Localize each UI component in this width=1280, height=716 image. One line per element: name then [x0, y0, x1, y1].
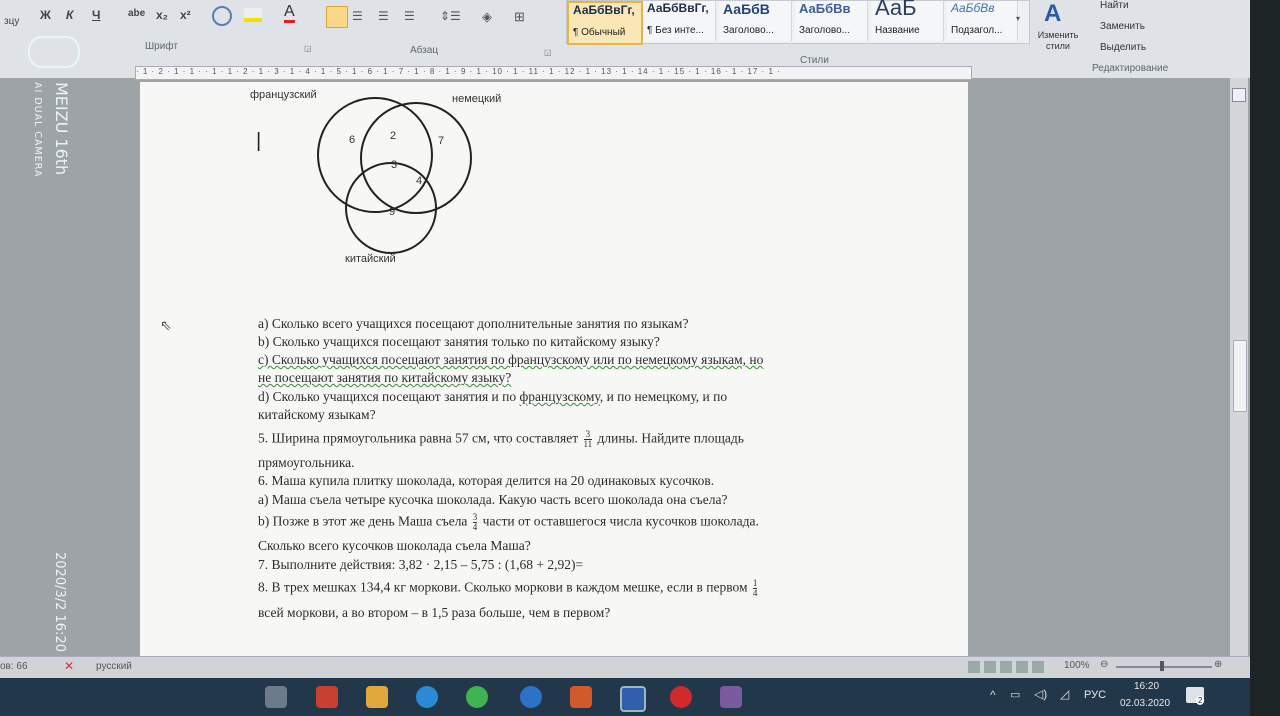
dual-camera-logo-icon	[28, 36, 80, 68]
scroll-thumb[interactable]	[1233, 340, 1247, 412]
superscript-button[interactable]: x²	[180, 8, 191, 22]
italic-button[interactable]: К	[66, 8, 74, 22]
line-spacing-icon[interactable]: ⇕☰	[440, 9, 461, 23]
shading-icon[interactable]: ◈	[482, 9, 492, 24]
text-run: b) Позже в этот же день Маша съела	[258, 513, 468, 529]
style-sample: АаБбВ	[723, 1, 770, 17]
style-name: Подзагол...	[951, 25, 1003, 36]
group-styles-label: Стили	[800, 55, 829, 66]
watermark-camera: AI DUAL CAMERA	[32, 82, 43, 178]
edge-icon[interactable]	[520, 686, 542, 708]
network-icon[interactable]: ◿	[1060, 687, 1070, 701]
text-run: французскому	[519, 389, 600, 404]
styles-more-icon[interactable]: ▾	[1016, 14, 1021, 23]
style-no-spacing[interactable]	[643, 1, 716, 41]
battery-icon[interactable]: ▭	[1010, 689, 1021, 701]
style-sample: АаБ	[875, 0, 917, 20]
venn-value-chinese-only: 9	[389, 206, 396, 218]
align-left-button[interactable]	[326, 6, 348, 28]
opera-icon[interactable]	[670, 686, 692, 708]
tray-chevron-icon[interactable]: ^	[990, 688, 996, 702]
style-name: ¶ Обычный	[573, 27, 626, 38]
question-a: а) Сколько всего учащихся посещают дополнительные занятия по языкам?	[258, 316, 689, 331]
venn-label-french: французский	[250, 89, 317, 101]
skype-icon[interactable]	[416, 686, 438, 708]
view-buttons[interactable]	[968, 661, 1048, 673]
app-icon[interactable]	[720, 686, 742, 708]
font-dialog-launcher-icon[interactable]: ◲	[304, 44, 312, 53]
zoom-level[interactable]: 100%	[1064, 660, 1090, 671]
highlight-color-icon[interactable]	[244, 8, 262, 22]
task-5-line-2: прямоугольника.	[258, 455, 355, 470]
question-d-line-1	[258, 389, 727, 405]
ruler[interactable]: · 1 · 2 · 1 · 1 · · 1 · 1 · 2 · 1 · 3 · 1 · 4 · 1 · 5 · 1 · 6 · 1 · 7 · 1 · 8 · 1 · 9 · 1 · 10 · 1 · 11 · 1 · 12 · 1 · 13 · 1 · 14 · 1 · 15 · 1 · 16 · 1 · 17 · 1 ·	[135, 66, 972, 80]
language-indicator[interactable]: русский	[96, 661, 132, 672]
style-sample: АаБбВвГг,	[647, 1, 709, 15]
folder-icon[interactable]	[366, 686, 388, 708]
paragraph-dialog-launcher-icon[interactable]: ◲	[544, 48, 552, 57]
align-right-icon[interactable]: ☰	[378, 9, 389, 23]
german-circle	[361, 103, 471, 213]
text-run: 8. В трех мешках 134,4 кг моркови. Сколько моркови в каждом мешке, если в первом	[258, 579, 748, 595]
text-run: длины. Найдите площадь	[597, 430, 744, 446]
find-button[interactable]: Найти	[1100, 0, 1129, 11]
text-run: 5. Ширина прямоугольника равна 57 см, что составляет	[258, 430, 579, 446]
fraction-denominator: 4	[472, 522, 478, 532]
task-6a: а) Маша съела четыре кусочка шоколада. Какую часть всего шоколада она съела?	[258, 492, 728, 507]
zoom-slider-thumb[interactable]	[1160, 661, 1164, 671]
replace-button[interactable]: Заменить	[1100, 21, 1145, 32]
zoom-slider[interactable]	[1116, 666, 1212, 668]
underline-button[interactable]: Ч	[92, 8, 101, 22]
select-button[interactable]: Выделить	[1100, 42, 1147, 53]
venn-label-chinese: китайский	[345, 253, 396, 265]
notification-count: 2	[1198, 696, 1203, 705]
text-run: , и по немецкому, и по	[599, 389, 728, 404]
subscript-button[interactable]: x₂	[156, 8, 169, 22]
zoom-out-icon[interactable]: ⊖	[1100, 659, 1109, 670]
text-run: d) Сколько учащихся посещают занятия и по	[258, 389, 517, 404]
fraction-numerator: 3	[584, 430, 593, 440]
venn-diagram	[240, 84, 540, 274]
borders-icon[interactable]: ⊞	[514, 9, 525, 24]
venn-value-german-chinese: 4	[416, 175, 423, 187]
task-7: 7. Выполните действия: 3,82 · 2,15 – 5,75 : (1,68 + 2,92)=	[258, 557, 584, 572]
fraction-numerator: 1	[752, 578, 758, 588]
font-color-icon[interactable]: A	[284, 4, 295, 23]
clock-date[interactable]: 02.03.2020	[1120, 698, 1171, 709]
fraction	[584, 430, 593, 449]
fraction-numerator: 3	[472, 512, 478, 522]
style-sample: АаБбВв	[799, 1, 851, 16]
style-title[interactable]	[871, 1, 944, 41]
style-name: Название	[875, 25, 920, 36]
task-5-line-1	[258, 430, 744, 449]
style-name: Заголово...	[723, 25, 774, 36]
bold-button[interactable]: Ж	[40, 8, 51, 22]
task-6: 6. Маша купила плитку шоколада, которая делится на 20 одинаковых кусочков.	[258, 473, 715, 488]
style-subtitle[interactable]	[947, 1, 1021, 41]
task-6b-line-2: Сколько всего кусочков шоколада съела Маша?	[258, 538, 531, 553]
word-count[interactable]: ов: 66	[0, 661, 28, 672]
group-paragraph-label: Абзац	[410, 45, 439, 56]
powerpoint-icon[interactable]	[570, 686, 592, 708]
fraction	[473, 513, 478, 532]
venn-label-german: немецкий	[452, 93, 502, 105]
style-name: Заголово...	[799, 25, 850, 36]
text-run: части от оставшегося числа кусочков шоколада.	[482, 513, 759, 529]
group-editing-label: Редактирование	[1092, 63, 1169, 74]
question-b: b) Сколько учащихся посещают занятия только по китайскому языку?	[258, 334, 660, 349]
question-c-line-1: с) Сколько учащихся посещают занятия по французскому или по немецкому языкам, но	[258, 352, 764, 367]
watermark-timestamp: 2020/3/2 16:20	[52, 552, 67, 652]
question-d-line-2: китайскому языкам?	[258, 407, 376, 422]
spellcheck-icon[interactable]: ✕	[64, 659, 75, 673]
style-heading-1[interactable]	[719, 1, 792, 41]
word-icon[interactable]	[620, 686, 646, 712]
task-6b-line-1	[258, 513, 759, 532]
task-8-line-1	[258, 579, 759, 598]
venn-value-all: 3	[391, 159, 398, 171]
status-bar	[0, 656, 1250, 679]
file-explorer-icon[interactable]	[265, 686, 287, 708]
strikethrough-button[interactable]: abe	[128, 8, 146, 19]
group-font-label: Шрифт	[145, 41, 178, 52]
vertical-scrollbar[interactable]	[1230, 78, 1248, 656]
mouse-pointer-icon: ⇖	[160, 317, 172, 333]
zoom-in-icon[interactable]: ⊕	[1214, 659, 1223, 670]
clock-time[interactable]: 16:20	[1134, 681, 1160, 692]
task-8-line-2: всей моркови, а во втором – в 1,5 раза больше, чем в первом?	[258, 605, 611, 620]
venn-value-german-only: 7	[438, 135, 445, 147]
style-sample: АаБбВв	[951, 1, 995, 15]
volume-icon[interactable]: ◁)	[1034, 687, 1048, 701]
fraction-denominator: 4	[752, 588, 758, 598]
text-cursor: |	[256, 130, 262, 152]
text-effects-icon[interactable]	[212, 6, 232, 26]
whatsapp-icon[interactable]	[466, 686, 488, 708]
question-c-line-2: не посещают занятия по китайскому языку?	[258, 370, 512, 385]
style-sample: АаБбВвГг,	[573, 3, 635, 17]
venn-value-french-only: 6	[349, 134, 356, 146]
style-normal[interactable]	[567, 1, 643, 45]
fraction-denominator: 11	[583, 439, 593, 449]
style-heading-2[interactable]	[795, 1, 868, 41]
ribbon-left-cut-label: зцу	[4, 16, 20, 27]
gift-app-icon[interactable]	[316, 686, 338, 708]
change-styles-icon[interactable]: A	[1044, 0, 1062, 27]
styles-gallery	[566, 0, 1030, 44]
taskbar	[0, 678, 1250, 716]
venn-value-french-german: 2	[390, 130, 397, 142]
fraction	[753, 579, 758, 598]
change-styles-button[interactable]: Изменить стили	[1037, 30, 1079, 51]
input-language[interactable]: РУС	[1084, 689, 1107, 701]
watermark-brand: MEIZU 16th	[52, 82, 71, 176]
style-name: ¶ Без инте...	[647, 25, 704, 36]
align-center-icon[interactable]: ☰	[352, 9, 363, 23]
ruler-toggle-icon[interactable]	[1232, 88, 1246, 102]
justify-icon[interactable]: ☰	[404, 9, 415, 23]
